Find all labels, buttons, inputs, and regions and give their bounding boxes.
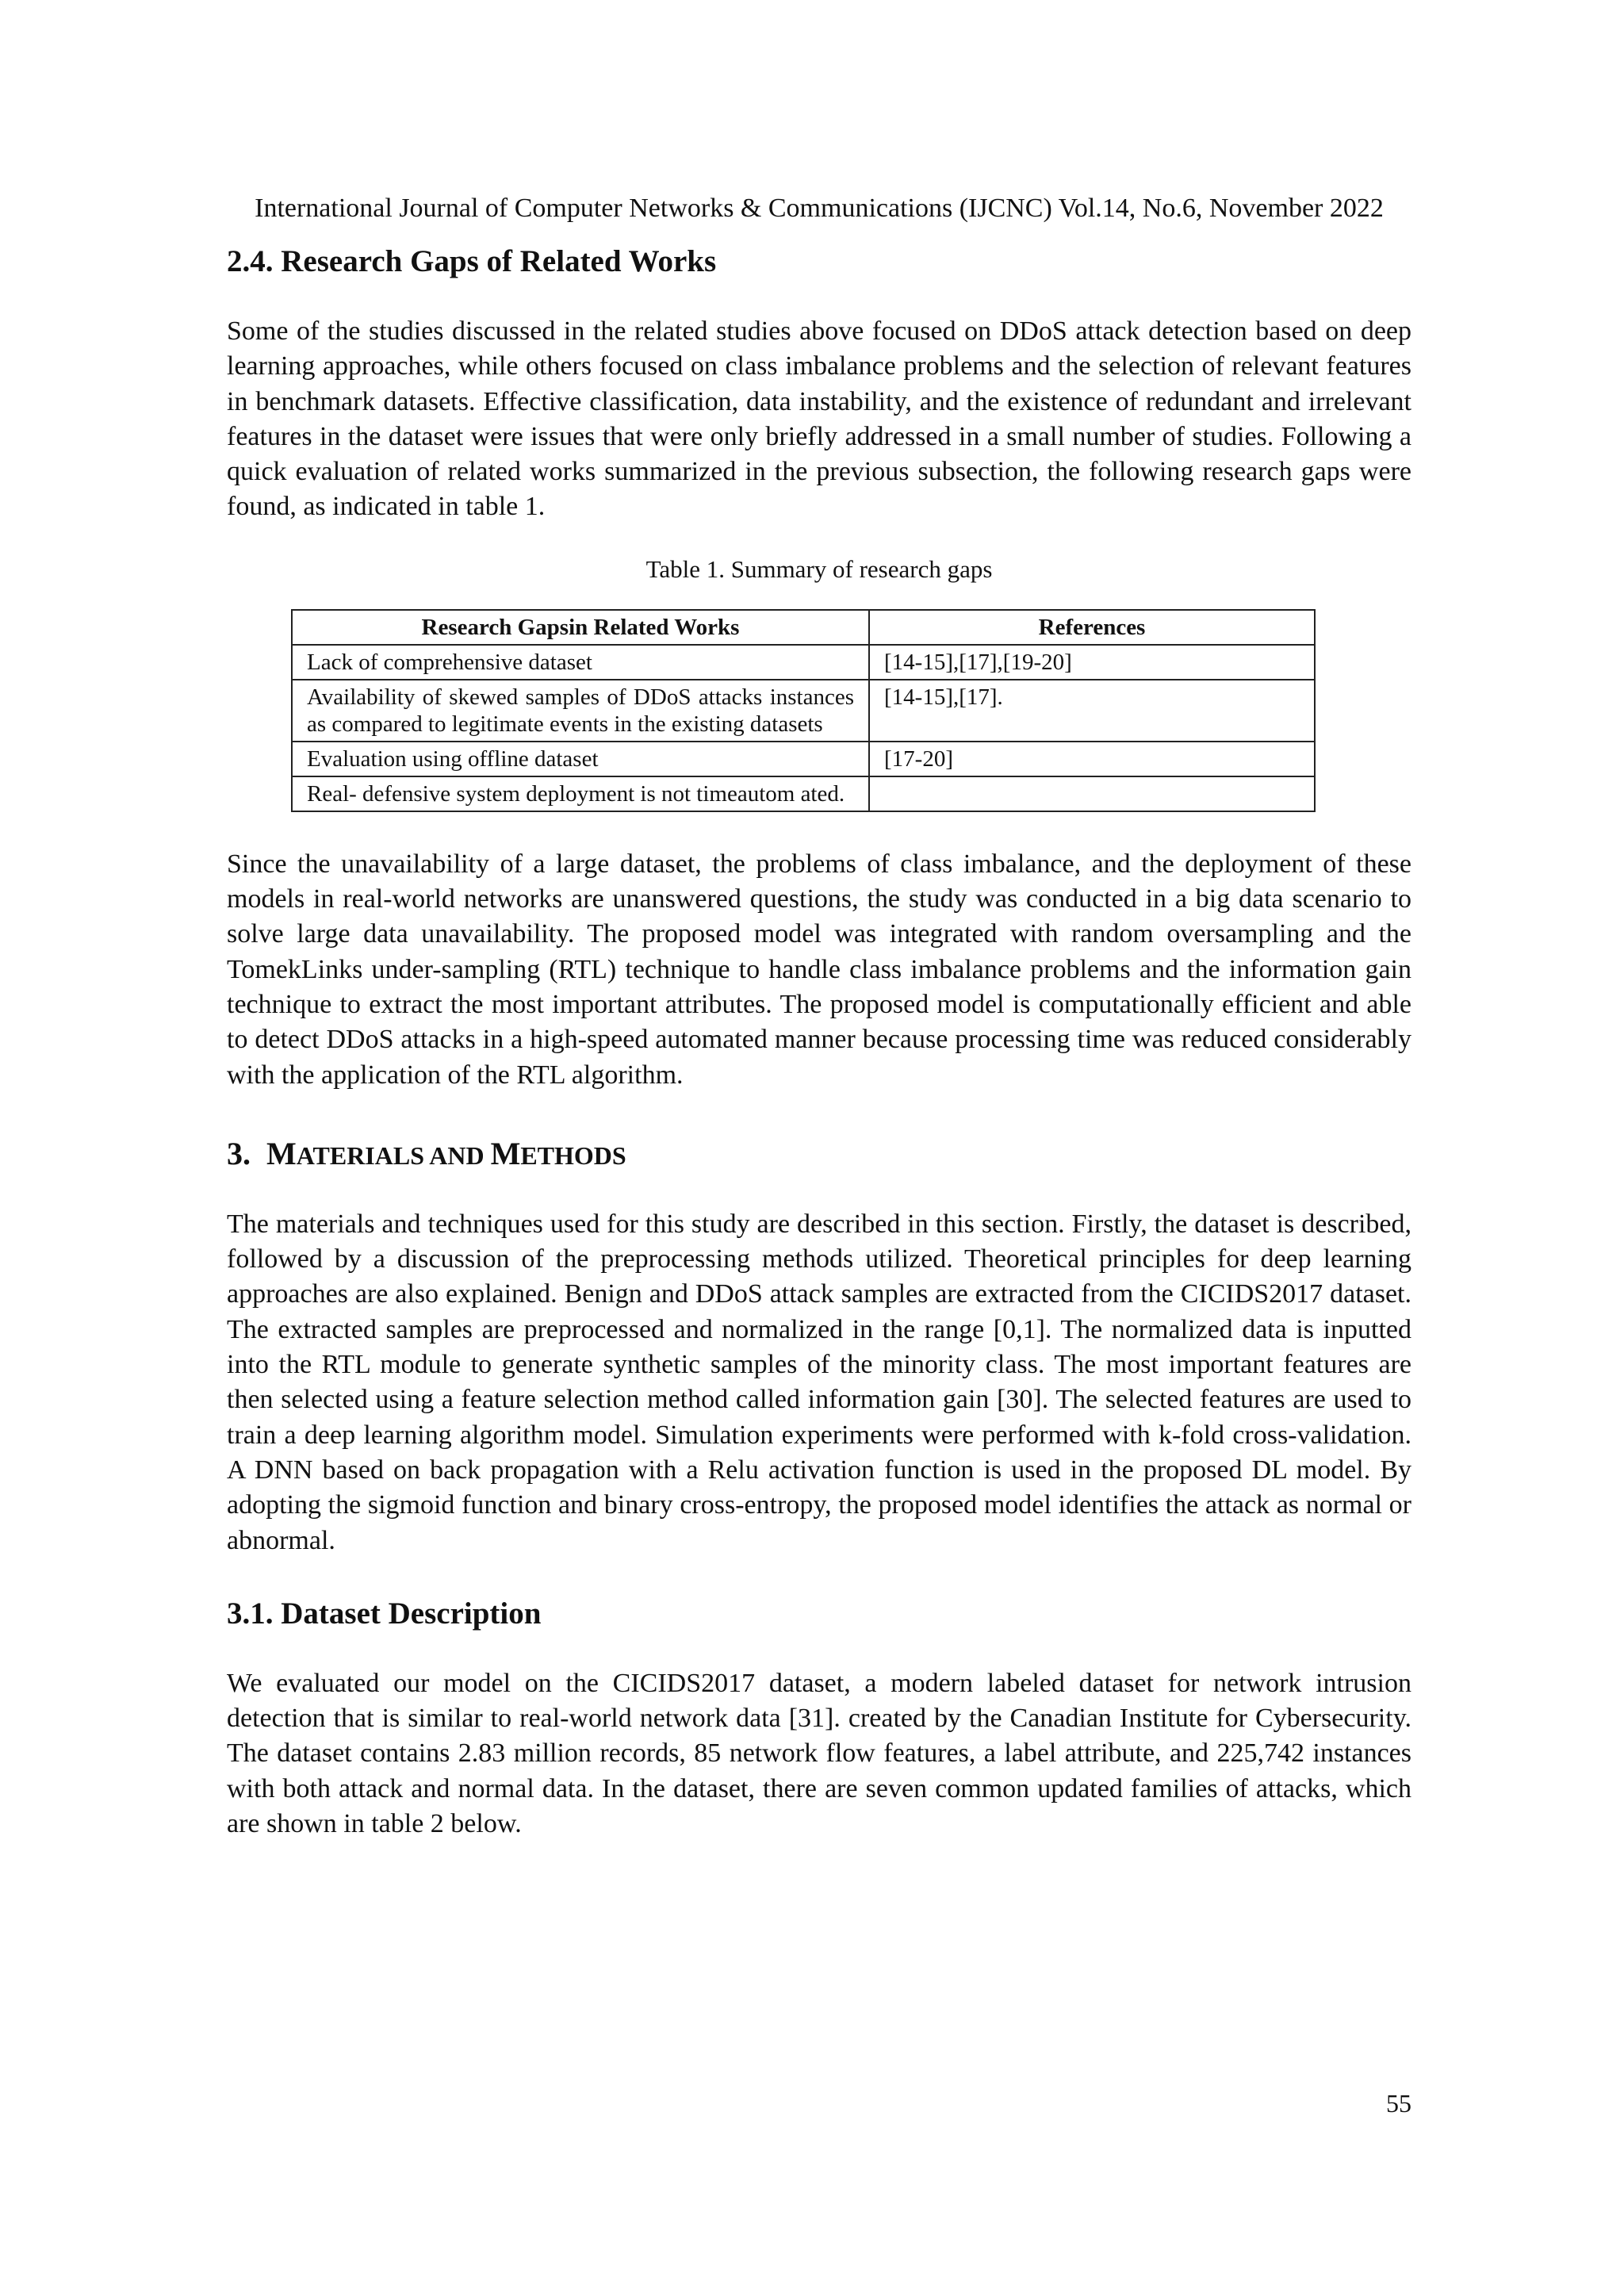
section-3-1-paragraph: We evaluated our model on the CICIDS2017 dataset, a modern labeled dataset for network intrusion detection that is similar to real-world network data [31]. created by the Canadian Institute for Cybersecurity. The dataset contains 2.83 million records, 85 network flow features, a label attribute, and 225,742 instances with both attack and normal data. In the dataset, there are seven common updated families of attacks, which are shown in table 2 below. [227,1668,1411,1839]
paper-page [227,192,1411,1842]
research-gaps-table [291,609,1316,812]
table-row [292,776,1315,811]
section-3-1-heading: 3.1. Dataset Description [227,1596,542,1631]
table-header-gaps: Research Gapsin Related Works [292,610,869,645]
table-cell-gap: Real- defensive system deployment is not timeautom ated. [292,776,869,811]
section-3-paragraph: The materials and techniques used for this study are described in this section. Firstly, the dataset is described, followed by a discussion of the preprocessing methods utilized. Theoretical principles for deep learning approaches are also explained. Benign and DDoS attack samples are extracted from the CICIDS2017 dataset. The extracted samples are preprocessed and normalized in the range [0,1]. The normalized data is inputted into the RTL module to generate synthetic samples of the minority class. The most important features are then selected using a feature selection method called information gain [30]. The selected features are used to train a deep learning algorithm model. Simulation experiments were performed with k-fold cross-validation. A DNN based on back propagation with a Relu activation function is used in the proposed DL model. By adopting the sigmoid function and binary cross-entropy, the proposed model identifies the attack as normal or abnormal. [227,1209,1411,1555]
table-cell-gap: Availability of skewed samples of DDoS attacks instances as compared to legitimate events in the existing datasets [292,680,869,742]
table-cell-references: [14-15],[17]. [869,680,1315,742]
section-2-4-heading: 2.4. Research Gaps of Related Works [227,244,717,278]
table-cell-gap: Evaluation using offline dataset [292,742,869,776]
table-1-caption: Table 1. Summary of research gaps [645,554,993,583]
table-row [292,645,1315,680]
table-row [292,742,1315,776]
running-header: International Journal of Computer Networks & Communications (IJCNC) Vol.14, No.6, November 2022 [255,194,1384,223]
post-table-paragraph: Since the unavailability of a large dataset, the problems of class imbalance, and the deployment of these models in real-world networks are unanswered questions, the study was conducted in a big data scenario to solve large data unavailability. The proposed model was integrated with random oversampling and the TomekLinks under-sampling (RTL) technique to handle class imbalance problems and the information gain technique to extract the most important attributes. The proposed model is computationally efficient and able to detect DDoS attacks in a high-speed automated manner because processing time was reduced considerably with the application of the RTL algorithm. [227,849,1411,1090]
page-number: 55 [1386,2089,1411,2118]
section-3-title-rest-2: ETHODS [520,1140,626,1170]
table-header-references: References [869,610,1315,645]
section-3-title-initial-2: M [490,1135,521,1171]
table-cell-references: [14-15],[17],[19-20] [869,645,1315,680]
section-3-number: 3. [227,1135,251,1171]
section-3-heading [227,1134,1411,1175]
table-cell-references [869,776,1315,811]
table-row [292,680,1315,742]
table-cell-gap: Lack of comprehensive dataset [292,645,869,680]
section-3-title-initial-1: M [266,1135,297,1171]
table-cell-references: [17-20] [869,742,1315,776]
table-header-row [292,610,1315,645]
section-3-title-rest-1: ATERIALS AND [296,1140,491,1170]
section-2-4-paragraph: Some of the studies discussed in the related studies above focused on DDoS attack detection based on deep learning approaches, while others focused on class imbalance problems and the selection of relevant features in benchmark datasets. Effective classification, data instability, and the existence of redundant and irrelevant features in the dataset were issues that were only briefly addressed in a small number of studies. Following a quick evaluation of related works summarized in the previous subsection, the following research gaps were found, as indicated in table 1. [227,316,1411,522]
